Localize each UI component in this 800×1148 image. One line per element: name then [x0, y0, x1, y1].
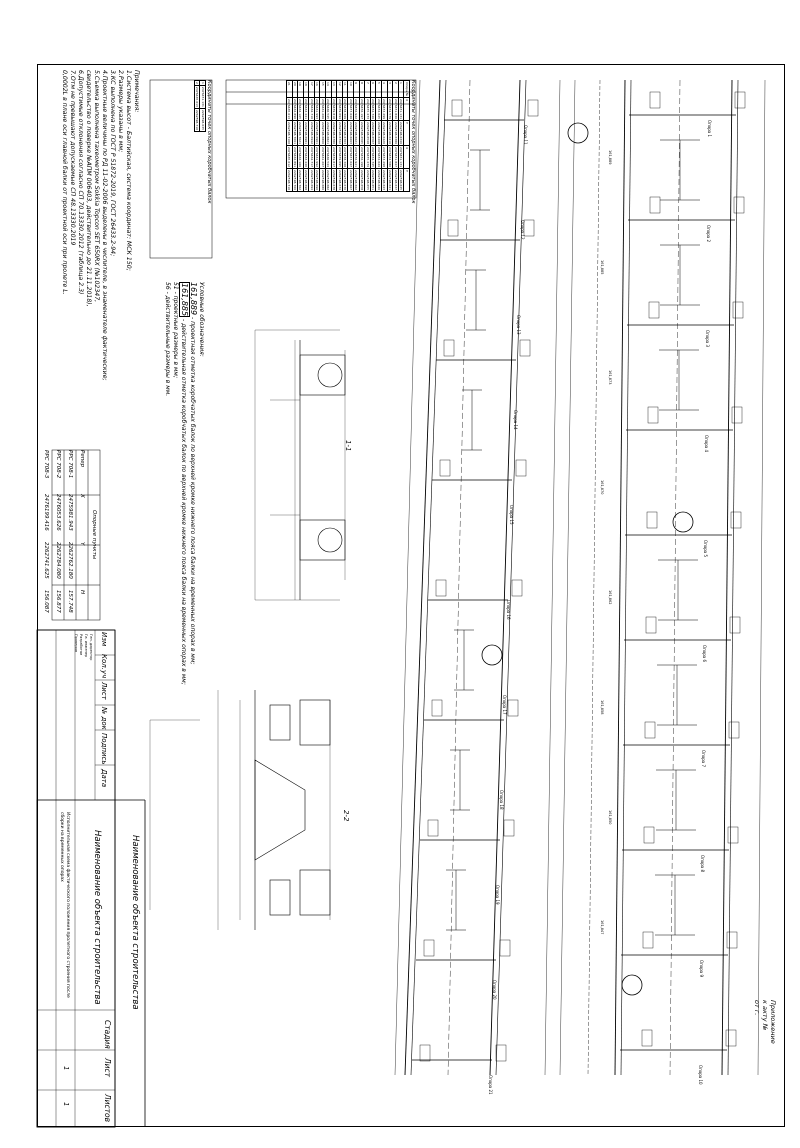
appendix-block	[753, 1000, 777, 1044]
support-label: Опора 12	[519, 220, 525, 240]
section-1-1	[255, 330, 345, 600]
legend-text-4: - действительные размеры в мм.	[164, 291, 171, 397]
title-block-roles	[73, 634, 93, 660]
support-label: Опора 18	[498, 790, 504, 810]
coord-table-row	[342, 81, 348, 192]
coord-cell: 2262598.702	[298, 170, 303, 191]
coord-cell: 2262598.7061	[292, 122, 297, 144]
coord-table-row	[309, 81, 315, 192]
coord-header-cell: Y	[404, 169, 410, 192]
coord-cell: 2262598.6585	[359, 122, 364, 144]
coord-cell: 2476453.298	[382, 146, 387, 168]
girder-plan	[405, 80, 738, 1075]
coord-cell: 2476451.847	[393, 146, 398, 168]
sheet-value: 1	[62, 1066, 70, 1071]
reference-cell: 2476053.626	[55, 494, 61, 531]
small-table-cell: 1	[200, 82, 205, 84]
note-item: 0,0002L в плане оси главной балки от проектной оси при пролете L.	[61, 70, 68, 295]
coord-cell: 2476461.992	[315, 146, 320, 168]
coord-cell: 2	[393, 81, 399, 98]
legend-text-2: - действительная отметка коробчатых балок по верхней кромке нижнего пояса балки на временных опорах в мм;	[180, 319, 187, 685]
reference-cell: РРС 708-3	[43, 450, 49, 479]
coord-cell: 2476456.198	[359, 146, 364, 168]
reference-points-title: Опорные пункты	[91, 510, 97, 560]
coord-cell: 2262598.646	[376, 170, 381, 191]
coord-cell: 2262598.678	[331, 170, 336, 191]
coord-cell: 2262598.6981	[304, 122, 309, 144]
support-label: Опора 8	[700, 855, 705, 873]
coord-cell: 7	[365, 81, 371, 98]
support-label: Опора 2	[706, 225, 711, 243]
coord-cell: 2476451.846	[393, 98, 398, 120]
coord-cell: 2476462.716	[309, 98, 314, 120]
coord-cell: 2262598.7021	[298, 122, 303, 144]
coord-cell: 2262598.6346	[399, 122, 404, 144]
coord-cell: 2476456.922	[354, 98, 359, 120]
coord-cell: 2262598.710	[287, 170, 292, 191]
coord-table-row	[387, 81, 393, 192]
small-table-cell: 2262598.710	[195, 109, 200, 131]
reference-cell: РРС 708-2	[55, 450, 61, 479]
support-label: Опора 10	[698, 1065, 703, 1085]
coord-cell: 17	[309, 81, 315, 98]
role-4: Проверил	[74, 634, 78, 652]
support-label: Опора 15	[509, 505, 514, 525]
coord-cell: 8	[359, 81, 365, 98]
coord-cell: 2262598.6386	[393, 122, 398, 144]
coord-cell: 2262598.6621	[354, 122, 359, 144]
coord-cell: 15	[320, 81, 326, 98]
coord-cell: 18	[303, 81, 309, 98]
reference-header-cell: Y	[79, 542, 85, 546]
coord-table-row	[314, 81, 320, 192]
coord-cell: 2476459.818	[331, 98, 336, 120]
note-item: 4.Проектные величины по РД 11-02-2006 выделены в числителе, в знаменателе фактические;	[101, 70, 108, 381]
appendix-line3: от г.	[753, 1000, 761, 1016]
note-item: 1.Система высот - Балтийская, система координат: МСК 150;	[125, 70, 132, 271]
coord-cell: 2262598.6780	[331, 122, 336, 144]
coord-table-row	[326, 81, 332, 192]
coord-cell: 2262598.694	[309, 170, 314, 191]
coord-table-row	[303, 81, 309, 192]
reference-row	[52, 450, 64, 638]
appendix-line1: Приложение	[769, 1000, 777, 1044]
temporary-support-markers	[482, 123, 693, 995]
notes-block	[60, 70, 140, 381]
small-table	[194, 80, 212, 204]
coord-header-cell: Y	[404, 121, 410, 146]
support-label: Опора 7	[701, 750, 706, 768]
coord-cell: 19	[298, 81, 304, 98]
appendix-line2: к акту №	[761, 1000, 769, 1031]
elevation-tags	[420, 92, 745, 1061]
legend-text-1: - проектная отметка коробчатых балок по верхней кромке нижнего пояса балки на временных опорах в мм;	[189, 317, 196, 665]
small-table-cell: 2476465.613	[195, 86, 200, 107]
coord-cell: 2476454.024	[376, 146, 381, 168]
small-table-row	[200, 81, 206, 132]
coord-cell: 2262598.6703	[343, 122, 348, 144]
coord-cell: 2262598.658	[359, 170, 364, 191]
elevation-label: 161,858	[600, 700, 604, 715]
elevation-label: 161,889	[608, 150, 612, 165]
section-2-label: 2-2	[342, 810, 350, 822]
coord-cell: 6	[370, 81, 376, 98]
coord-cell: 2262598.686	[320, 170, 325, 191]
coord-cell: 2262598.6507	[371, 122, 376, 144]
elevation-label: 161,873	[608, 370, 612, 385]
support-label: Опора 9	[699, 960, 704, 978]
reference-cell: 157.748	[67, 590, 73, 613]
reference-cell: 2262741.625	[43, 542, 49, 579]
reference-row	[64, 450, 76, 638]
support-label: Опора 5	[703, 540, 708, 558]
sheets-label: Листов	[103, 1094, 112, 1123]
coord-cell: 2476455.473	[365, 98, 370, 120]
coord-cell: 2262598.6942	[309, 122, 314, 144]
coord-header-cell: X	[404, 97, 410, 120]
reference-cell: 156.087	[43, 590, 49, 613]
small-table-grid	[194, 80, 206, 132]
coord-cell: 12	[337, 81, 343, 98]
role-3: Разработал	[79, 634, 83, 656]
coord-cell: 1	[398, 81, 404, 98]
tb-col-doc: № док	[100, 707, 108, 730]
elevation-label: 161,850	[608, 810, 612, 825]
coord-cell: 11	[342, 81, 348, 98]
coord-cell: 16	[314, 81, 320, 98]
support-label: Опора 19	[495, 885, 500, 905]
coord-cell: 2476461.993	[315, 98, 320, 120]
coord-cell: 2262598.7100	[287, 122, 292, 144]
coord-table-row	[370, 81, 376, 192]
reference-cell: 156.877	[55, 590, 61, 613]
coord-cell: 2476465.612	[287, 146, 292, 168]
reference-points-block	[40, 450, 100, 638]
tb-col-izm: Изм	[100, 632, 108, 647]
coord-table-row	[337, 81, 343, 192]
object-title-mid: Наименование объекта строительства	[92, 830, 102, 1005]
coord-header-cell: X	[404, 145, 410, 168]
coord-cell: 2262598.690	[315, 170, 320, 191]
coord-cell: 2262598.6548	[365, 122, 370, 144]
coord-cell: 2262598.6742	[337, 122, 342, 144]
reference-cell: 2262762.180	[67, 542, 73, 579]
reference-cell: 2475981.943	[67, 494, 73, 531]
support-label: Опора 6	[702, 645, 707, 663]
elevation-label: 161,885	[600, 260, 604, 275]
coord-cell: 2476464.890	[292, 98, 297, 120]
coord-cell: 2476464.165	[298, 98, 303, 120]
coord-table-row	[365, 81, 371, 192]
coord-cell: 2476464.891	[292, 146, 297, 168]
coord-cell: 2476455.474	[365, 146, 370, 168]
reference-header-row	[76, 450, 88, 638]
coord-cell: 2476454.025	[376, 98, 381, 120]
small-table-cell: 2	[195, 82, 200, 84]
small-table-row	[194, 81, 200, 132]
legend-mark-3: 51	[172, 282, 179, 290]
coord-cell: 2476461.267	[320, 146, 325, 168]
coord-table-row	[376, 81, 382, 192]
object-title-top: Наименование объекта строительства	[130, 835, 140, 1010]
coord-cell: 2476458.369	[343, 98, 348, 120]
support-label: Опора 21	[488, 1075, 493, 1095]
coord-cell: 2476459.094	[337, 98, 342, 120]
coord-cell: 2476462.717	[309, 146, 314, 168]
title-block-frame	[37, 630, 785, 1127]
legend-mark-1: 161,889	[189, 282, 198, 316]
reference-cell: РРС 708-1	[67, 450, 73, 479]
note-item: 7.Отм не превышают допускаемые СП 48.13330.2019	[69, 70, 76, 246]
tb-col-sign: Подпись	[100, 733, 108, 765]
coord-table-row	[320, 81, 326, 192]
coord-cell: 2262598.643	[382, 170, 387, 191]
title-block-columns	[94, 632, 113, 793]
coord-table-row	[331, 81, 337, 192]
coord-header-cell: Опора №	[404, 82, 409, 96]
sheets-value: 1	[62, 1102, 70, 1107]
small-table-cell: 2262598.635	[200, 109, 205, 131]
small-table-title: Координаты точек опорных коробчатых балок	[206, 80, 212, 204]
reference-cell: 2262784.080	[55, 542, 61, 579]
section-2-2	[150, 690, 330, 930]
coord-cell: 2262598.670	[343, 170, 348, 191]
coord-cell: 2262598.6860	[320, 122, 325, 144]
note-item: свидетельство о поверке №АПМ 006403, действительно до 21.11.2018),	[85, 70, 92, 307]
coord-cell: 2476463.441	[304, 98, 309, 120]
reference-header-cell: X	[79, 494, 85, 498]
coord-cell: 2262598.6416	[387, 122, 392, 144]
reference-header-cell: Репер	[79, 450, 85, 468]
coord-table-row	[359, 81, 365, 192]
coord-table-row	[292, 81, 298, 192]
coord-cell: 2476463.440	[304, 146, 309, 168]
section-1-label: 1-1	[344, 440, 352, 452]
coord-cell: 2262598.674	[337, 170, 342, 191]
coord-table-row	[286, 81, 292, 192]
reference-cell: 2476199.416	[43, 494, 49, 531]
coord-cell: 2476451.131	[399, 98, 404, 120]
reference-row	[40, 450, 52, 638]
coord-cell: 2476461.266	[320, 98, 325, 120]
coord-cell: 2262598.635	[399, 170, 404, 191]
coord-cell: 2476456.197	[359, 98, 364, 120]
coord-table-row	[298, 81, 304, 192]
tb-col-date: Дата	[100, 769, 108, 788]
support-label: Опора 14	[512, 410, 518, 430]
coord-cell: 2262598.6821	[326, 122, 331, 144]
coord-table-row	[354, 81, 360, 192]
legend-block	[163, 282, 205, 685]
coord-cell: 2262598.637	[393, 170, 398, 191]
note-item: 2.Размеры указаны в мм;	[117, 70, 124, 153]
coord-cell: 21	[286, 81, 292, 98]
coord-cell: 2476456.921	[354, 146, 359, 168]
elevation-label: 161,870	[600, 480, 604, 495]
coord-cell: 2476457.646	[348, 98, 353, 120]
coord-cell: 2262598.706	[292, 170, 297, 191]
coord-cell: 2476453.299	[382, 98, 387, 120]
coord-cell: 2262598.6468	[376, 122, 381, 144]
coord-cell: 20	[292, 81, 298, 98]
coord-cell: 2476451.131	[399, 146, 404, 168]
coord-table-row	[348, 81, 354, 192]
notes-title: Примечания:	[133, 70, 140, 113]
tb-col-list: Лист	[100, 682, 108, 700]
coord-cell: 9	[354, 81, 360, 98]
coord-cell: 2476454.746	[371, 98, 376, 120]
coord-cell: 13	[331, 81, 337, 98]
stage-label: Стадия	[103, 1020, 112, 1049]
support-label: Опора 16	[505, 600, 511, 620]
diaphragms	[446, 140, 700, 935]
coord-cell: 2476452.579	[387, 98, 392, 120]
coord-table-row	[382, 81, 388, 192]
coord-table-row	[398, 81, 404, 192]
coord-cell: 2262598.667	[348, 170, 353, 191]
elevation-label: 161,862	[608, 590, 612, 605]
coord-cell: 2476454.745	[371, 146, 376, 168]
coord-cell: 2476458.368	[343, 146, 348, 168]
coord-cell: 2262598.662	[354, 170, 359, 191]
support-label: Опора 13	[516, 315, 521, 335]
legend-mark-2: 161,885	[180, 283, 189, 317]
coord-cell: 2476459.095	[337, 146, 342, 168]
coordinate-table-grid	[286, 80, 410, 192]
support-label: Опора 11	[523, 125, 528, 145]
support-label: Опора 17	[502, 695, 507, 715]
coord-cell: 5	[376, 81, 382, 98]
note-item: 3.КС выполнена по ГОСТ Р 51872-2019, ГОСТ 26433.2-94;	[109, 70, 116, 257]
coord-cell: 2476460.545	[326, 98, 331, 120]
note-item: 5.Съемка выполнена тахеометром Sokkia Topcon SET 650RX (№102347,	[93, 70, 100, 303]
coord-cell: 2262598.698	[304, 170, 309, 191]
role-2: Гл. инженер	[84, 634, 88, 658]
coord-cell: 2262598.641	[387, 170, 392, 191]
support-label: Опора 20	[491, 980, 497, 1000]
cross-beams-left	[412, 120, 524, 1060]
role-1: Ген. директор	[89, 634, 93, 661]
coord-cell: 3	[387, 81, 393, 98]
support-label: Опора 1	[707, 120, 712, 138]
coordinate-table-title: Координаты точек опорных коробчатых балок	[410, 80, 416, 204]
coord-cell: 10	[348, 81, 354, 98]
note-item: 6.Допустимые отклонения согласно СП 70.13330.2012 (таблица 2.3)	[77, 70, 84, 295]
coordinate-table	[286, 80, 416, 204]
coord-cell: 2476459.817	[331, 146, 336, 168]
drawing-description: Исполнительная схема фактического положения пролетного строения после сборки на временных опорах	[59, 812, 70, 998]
tb-col-kol: Кол.уч	[100, 654, 108, 679]
support-label: Опора 4	[704, 435, 709, 453]
coord-cell: 2476460.544	[326, 146, 331, 168]
coord-cell: 14	[326, 81, 332, 98]
legend-title: Условные обозначения:	[198, 282, 205, 357]
sheet-label: Лист	[103, 1058, 112, 1078]
reference-header-cell: H	[79, 590, 85, 595]
coord-cell: 2476457.647	[348, 146, 353, 168]
coord-cell: 2262598.6901	[315, 122, 320, 144]
coord-cell: 2476465.613	[287, 98, 292, 120]
coord-cell: 2262598.6420	[382, 122, 387, 144]
legend-text-3: - проектные размеры в мм;	[172, 291, 179, 378]
coord-cell: 2262598.6663	[348, 122, 353, 144]
elevation-label: 161,847	[600, 920, 604, 935]
small-table-cell: 2476451.131	[200, 86, 205, 107]
coord-cell: 2262598.655	[365, 170, 370, 191]
coord-cell: 2476452.580	[387, 146, 392, 168]
support-label: Опора 3	[705, 330, 710, 348]
coord-cell: 4	[382, 81, 388, 98]
reference-points-rows	[40, 450, 88, 638]
coord-cell: 2262598.682	[326, 170, 331, 191]
coord-cell: 2476464.166	[298, 146, 303, 168]
coord-table-row	[393, 81, 399, 192]
legend-mark-4: 56	[164, 282, 171, 290]
coord-cell: 2262598.651	[371, 170, 376, 191]
